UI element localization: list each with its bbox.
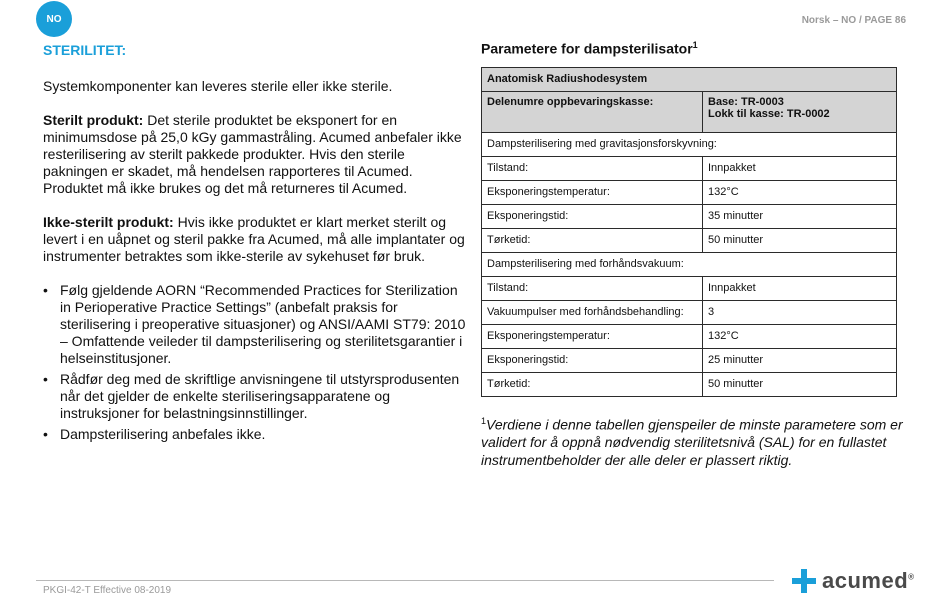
part-value-base: Base: TR-0003: [708, 95, 784, 108]
value-cell: 25 minutter: [703, 348, 897, 372]
steam-parameters-section: [481, 40, 901, 469]
intro-paragraph: Systemkomponenter kan leveres sterile eller ikke sterile.: [43, 78, 393, 94]
table-title-text: Parametere for dampsterilisator: [481, 40, 693, 57]
value-cell: 132°C: [703, 324, 897, 348]
footnote-mark: 1: [481, 415, 487, 426]
value-cell: Innpakket: [703, 276, 897, 300]
value-cell: 50 minutter: [703, 372, 897, 396]
value-cell: Innpakket: [703, 156, 897, 180]
label-cell: Eksponeringstid:: [482, 348, 703, 372]
acumed-logo: [792, 568, 915, 594]
list-item: [43, 371, 471, 422]
table-row: [482, 132, 897, 156]
nonsterile-label: Ikke-sterilt produkt:: [43, 214, 174, 230]
logo-text: acumed: [822, 568, 909, 593]
table-row: [482, 276, 897, 300]
system-name-cell: Anatomisk Radiushodesystem: [482, 67, 897, 91]
label-cell: Tilstand:: [482, 156, 703, 180]
label-cell: Vakuumpulser med forhåndsbehandling:: [482, 300, 703, 324]
plus-logo-icon: [792, 569, 816, 593]
sterile-text: Det sterile produktet be eksponert for en minimumsdose på 25,0 kGy gammastråling. Acumed anbefaler ikke resterilisering av sterilt pakkede produkter. Hvis den sterile pakningen er skadet, må hendelsen rapporteres til Acumed. Produktet må ikke brukes og det må returneres til Acumed.: [43, 112, 462, 196]
part-value-cell: [703, 91, 897, 132]
value-cell: 132°C: [703, 180, 897, 204]
list-item: [43, 282, 471, 367]
footer-divider: [36, 580, 774, 581]
table-row: [482, 228, 897, 252]
table-row: [482, 348, 897, 372]
section-title: STERILITET:: [43, 42, 127, 58]
label-cell: Eksponeringstemperatur:: [482, 180, 703, 204]
table-row: [482, 91, 897, 132]
instruction-list: [43, 282, 471, 443]
list-item-text: Dampsterilisering anbefales ikke.: [60, 426, 266, 442]
sterile-label: Sterilt produkt:: [43, 112, 144, 128]
value-cell: 3: [703, 300, 897, 324]
page-label: Norsk – NO / PAGE 86: [801, 15, 906, 26]
table-footnote: [481, 412, 911, 470]
table-row: [482, 252, 897, 276]
parameters-table: [481, 67, 897, 397]
sterile-paragraph: [43, 112, 471, 197]
sterility-section: [43, 42, 471, 447]
table-title: [481, 40, 901, 57]
table-title-footnote-mark: 1: [692, 40, 698, 50]
table-row: [482, 324, 897, 348]
prevac-heading-cell: Dampsterilisering med forhåndsvakuum:: [482, 252, 897, 276]
language-badge: NO: [36, 1, 72, 37]
document-code: PKGI-42-T Effective 08-2019: [43, 585, 172, 596]
bullet-icon: •: [43, 426, 48, 442]
table-row: [482, 180, 897, 204]
value-cell: 50 minutter: [703, 228, 897, 252]
bullet-icon: •: [43, 282, 48, 298]
logo-wordmark: [822, 568, 915, 594]
value-cell: 35 minutter: [703, 204, 897, 228]
list-item: [43, 426, 471, 443]
part-label-cell: Delenumre oppbevaringskasse:: [482, 91, 703, 132]
label-cell: Eksponeringstemperatur:: [482, 324, 703, 348]
nonsterile-paragraph: [43, 214, 471, 265]
bullet-icon: •: [43, 371, 48, 387]
part-value-lid: Lokk til kasse: TR-0002: [708, 107, 830, 120]
label-cell: Tørketid:: [482, 372, 703, 396]
footnote-text: Verdiene i denne tabellen gjenspeiler de minste parametere som er validert for å oppnå nødvendig sterilitetsnivå (SAL) for en fullastet instrumentbeholder der alle deler er plassert riktig.: [481, 416, 903, 469]
table-row: [482, 300, 897, 324]
registered-mark: ®: [908, 572, 915, 582]
list-item-text: Rådfør deg med de skriftlige anvisningene til utstyrsprodusenten når det gjelder de enkelte steriliseringsapparatene og instruksjoner for belastningsinnstillinger.: [60, 371, 460, 421]
list-item-text: Følg gjeldende AORN “Recommended Practices for Sterilization in Perioperative Practice Settings” (anbefalt praksis for sterilisering i preoperative situasjoner) og ANSI/AAMI ST79: 2010 – Omfattende veileder til dampsterilisering og sterilitetsgarantier i helseinstitusjoner.: [60, 282, 466, 366]
table-row: [482, 204, 897, 228]
gravity-heading-cell: Dampsterilisering med gravitasjonsforskyvning:: [482, 132, 897, 156]
nonsterile-text: Hvis ikke produktet er klart merket sterilt og levert i en uåpnet og steril pakke fra Acumed, må alle implantater og instrumenter betraktes som ikke-sterile av sykehuset før bruk.: [43, 214, 465, 264]
label-cell: Tørketid:: [482, 228, 703, 252]
label-cell: Eksponeringstid:: [482, 204, 703, 228]
label-cell: Tilstand:: [482, 276, 703, 300]
table-row: [482, 67, 897, 91]
table-row: [482, 372, 897, 396]
table-row: [482, 156, 897, 180]
